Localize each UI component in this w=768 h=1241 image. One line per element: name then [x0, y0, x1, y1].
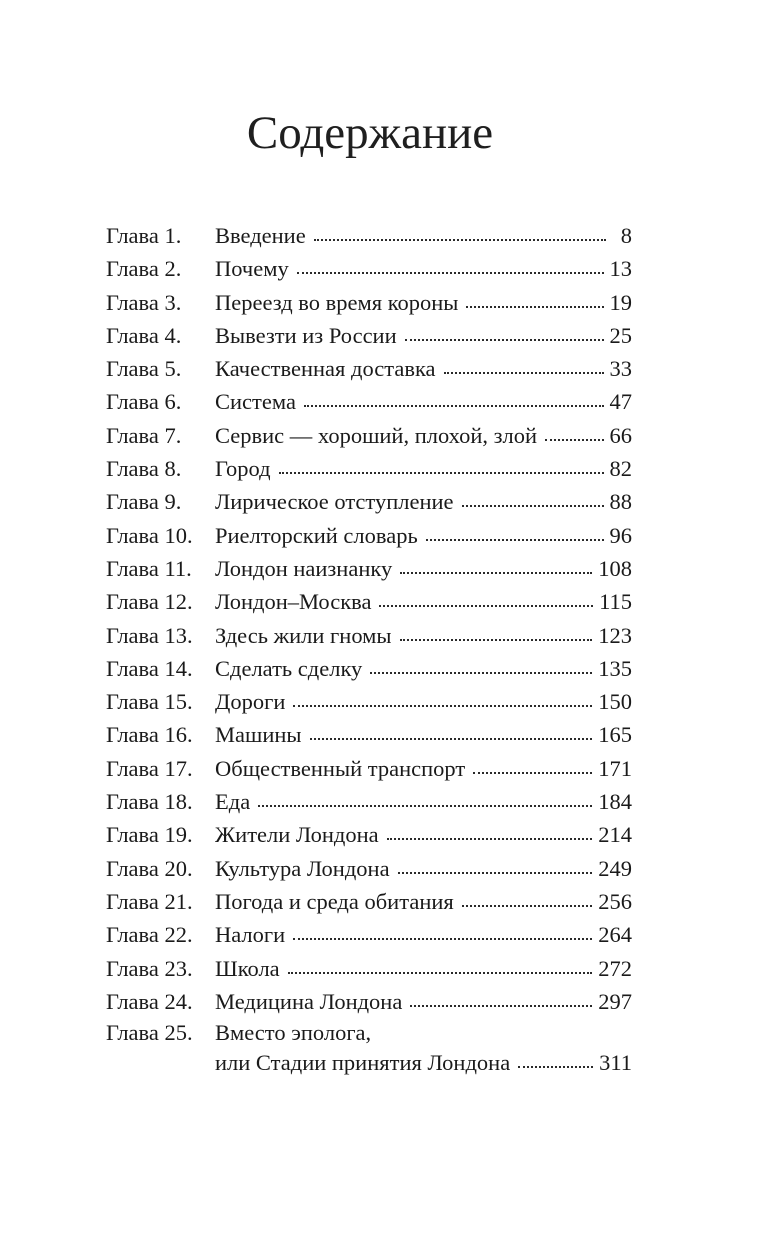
chapter-title: Введение	[215, 223, 306, 248]
chapter-number: Глава 6.	[106, 389, 182, 415]
chapter-title: Почему	[215, 256, 289, 282]
chapter-page: 150	[598, 689, 632, 715]
dot-leader	[545, 439, 603, 441]
chapter-page: 184	[598, 789, 632, 815]
chapter-title: Дороги	[215, 689, 286, 715]
toc-entry-9[interactable]	[106, 485, 632, 518]
chapter-page: 82	[609, 456, 632, 482]
chapter-page: 8	[620, 223, 632, 248]
toc-entry-8[interactable]	[106, 452, 632, 485]
chapter-title: Школа	[215, 955, 280, 981]
chapter-title: Еда	[215, 789, 251, 815]
dot-leader	[400, 572, 592, 574]
dot-leader	[379, 605, 593, 607]
chapter-page: 47	[609, 389, 632, 415]
chapter-number: Глава 15.	[106, 689, 193, 715]
chapter-number: Глава 11.	[106, 555, 192, 581]
toc-entry-19[interactable]	[106, 818, 632, 851]
chapter-title: Сервис — хороший, плохой, злой	[215, 422, 538, 448]
chapter-page: 171	[598, 755, 632, 781]
chapter-title: Культура Лондона	[215, 855, 390, 881]
chapter-number: Глава 2.	[106, 256, 182, 282]
toc-entry-11[interactable]	[106, 552, 632, 585]
chapter-title: Система	[215, 389, 296, 415]
dot-leader	[314, 239, 606, 241]
chapter-number: Глава 14.	[106, 655, 193, 681]
dot-leader	[462, 905, 593, 907]
chapter-number: Глава 21.	[106, 888, 193, 914]
chapter-page: 214	[598, 822, 632, 848]
chapter-number: Глава 5.	[106, 356, 182, 382]
page-title: Содержание	[246, 107, 494, 159]
toc-entry-5[interactable]	[106, 352, 632, 385]
chapter-number: Глава 23.	[106, 955, 193, 981]
toc-entry-12[interactable]	[106, 585, 632, 618]
toc-entry-21[interactable]	[106, 885, 632, 918]
dot-leader	[387, 838, 593, 840]
toc-entry-25[interactable]	[106, 1018, 632, 1078]
chapter-title: Переезд во время короны	[215, 289, 459, 315]
chapter-page: 108	[598, 555, 632, 581]
dot-leader	[444, 372, 604, 374]
chapter-number: Глава 19.	[106, 822, 193, 848]
chapter-title: Риелторский словарь	[215, 522, 418, 548]
chapter-title: Здесь жили гномы	[215, 622, 392, 648]
dot-leader	[293, 705, 592, 707]
dot-leader	[466, 306, 603, 308]
dot-leader	[297, 272, 604, 274]
chapter-page: 123	[598, 622, 632, 648]
chapter-number: Глава 4.	[106, 322, 182, 348]
chapter-page: 165	[598, 722, 632, 748]
chapter-title: Город	[215, 456, 271, 482]
chapter-number: Глава 12.	[106, 589, 193, 615]
dot-leader	[405, 339, 604, 341]
toc-entry-16[interactable]	[106, 718, 632, 751]
chapter-page: 66	[609, 422, 632, 448]
chapter-page: 13	[609, 256, 632, 282]
toc-entry-24[interactable]	[106, 985, 632, 1018]
chapter-page: 272	[598, 955, 632, 981]
chapter-number: Глава 1.	[106, 223, 182, 248]
dot-leader	[462, 505, 604, 507]
chapter-number: Глава 22.	[106, 922, 193, 948]
toc-entry-23[interactable]	[106, 952, 632, 985]
chapter-page: 115	[599, 589, 632, 615]
chapter-page: 33	[609, 356, 632, 382]
chapter-title: Лирическое отступление	[215, 489, 454, 515]
chapter-title: Налоги	[215, 922, 286, 948]
toc-entry-3[interactable]	[106, 286, 632, 319]
toc-entry-6[interactable]	[106, 385, 632, 418]
chapter-title: Погода и среда обитания	[215, 888, 454, 914]
toc-entry-14[interactable]	[106, 652, 632, 685]
toc-entry-10[interactable]	[106, 519, 632, 552]
dot-leader	[258, 805, 592, 807]
toc-entry-2[interactable]	[106, 252, 632, 285]
chapter-page: 88	[609, 489, 632, 515]
toc-entry-4[interactable]	[106, 319, 632, 352]
chapter-number: Глава 9.	[106, 489, 182, 515]
dot-leader	[410, 1005, 592, 1007]
chapter-number: Глава 20.	[106, 855, 193, 881]
chapter-title: Медицина Лондона	[215, 988, 403, 1014]
chapter-page: 256	[598, 888, 632, 914]
toc-entry-7[interactable]	[106, 419, 632, 452]
chapter-number: Глава 16.	[106, 722, 193, 748]
chapter-title: Машины	[215, 722, 302, 748]
chapter-title: Качественная доставка	[215, 356, 436, 382]
toc-entry-1[interactable]	[106, 219, 632, 252]
dot-leader	[304, 405, 604, 407]
toc-entry-22[interactable]	[106, 918, 632, 951]
chapter-page: 96	[609, 522, 632, 548]
chapter-page: 135	[598, 655, 632, 681]
toc-entry-15[interactable]	[106, 685, 632, 718]
toc-entry-20[interactable]	[106, 852, 632, 885]
chapter-number: Глава 13.	[106, 622, 193, 648]
toc-entry-17[interactable]	[106, 752, 632, 785]
dot-leader	[398, 872, 593, 874]
chapter-title-line2: или Стадии принятия Лондона	[215, 1050, 511, 1076]
dot-leader	[310, 738, 593, 740]
chapter-number: Глава 10.	[106, 522, 193, 548]
chapter-title: Лондон–Москва	[215, 589, 372, 615]
chapter-page: 297	[598, 988, 632, 1014]
toc-entry-13[interactable]	[106, 619, 632, 652]
chapter-number: Глава 24.	[106, 988, 193, 1014]
chapter-number: Глава 25.	[106, 1020, 193, 1046]
chapter-page: 25	[609, 322, 632, 348]
chapter-number: Глава 17.	[106, 755, 193, 781]
chapter-page: 249	[598, 855, 632, 881]
toc-entry-18[interactable]	[106, 785, 632, 818]
chapter-title-line1: Вместо эполога,	[215, 1020, 372, 1046]
chapter-title: Лондон наизнанку	[215, 555, 393, 581]
chapter-page: 19	[609, 289, 632, 315]
dot-leader	[400, 639, 593, 641]
chapter-page: 311	[599, 1050, 632, 1076]
dot-leader	[426, 539, 604, 541]
dot-leader	[293, 938, 592, 940]
chapter-number: Глава 18.	[106, 789, 193, 815]
chapter-title: Сделать сделку	[215, 655, 363, 681]
chapter-title: Вывезти из России	[215, 322, 397, 348]
dot-leader	[279, 472, 604, 474]
chapter-title: Жители Лондона	[215, 822, 379, 848]
chapter-page: 264	[598, 922, 632, 948]
chapter-title: Общественный транспорт	[215, 755, 466, 781]
dot-leader	[518, 1066, 593, 1068]
dot-leader	[288, 972, 593, 974]
dot-leader	[473, 772, 592, 774]
table-of-contents	[106, 219, 632, 1078]
dot-leader	[370, 672, 592, 674]
chapter-number: Глава 8.	[106, 456, 182, 482]
chapter-number: Глава 7.	[106, 422, 182, 448]
chapter-number: Глава 3.	[106, 289, 182, 315]
